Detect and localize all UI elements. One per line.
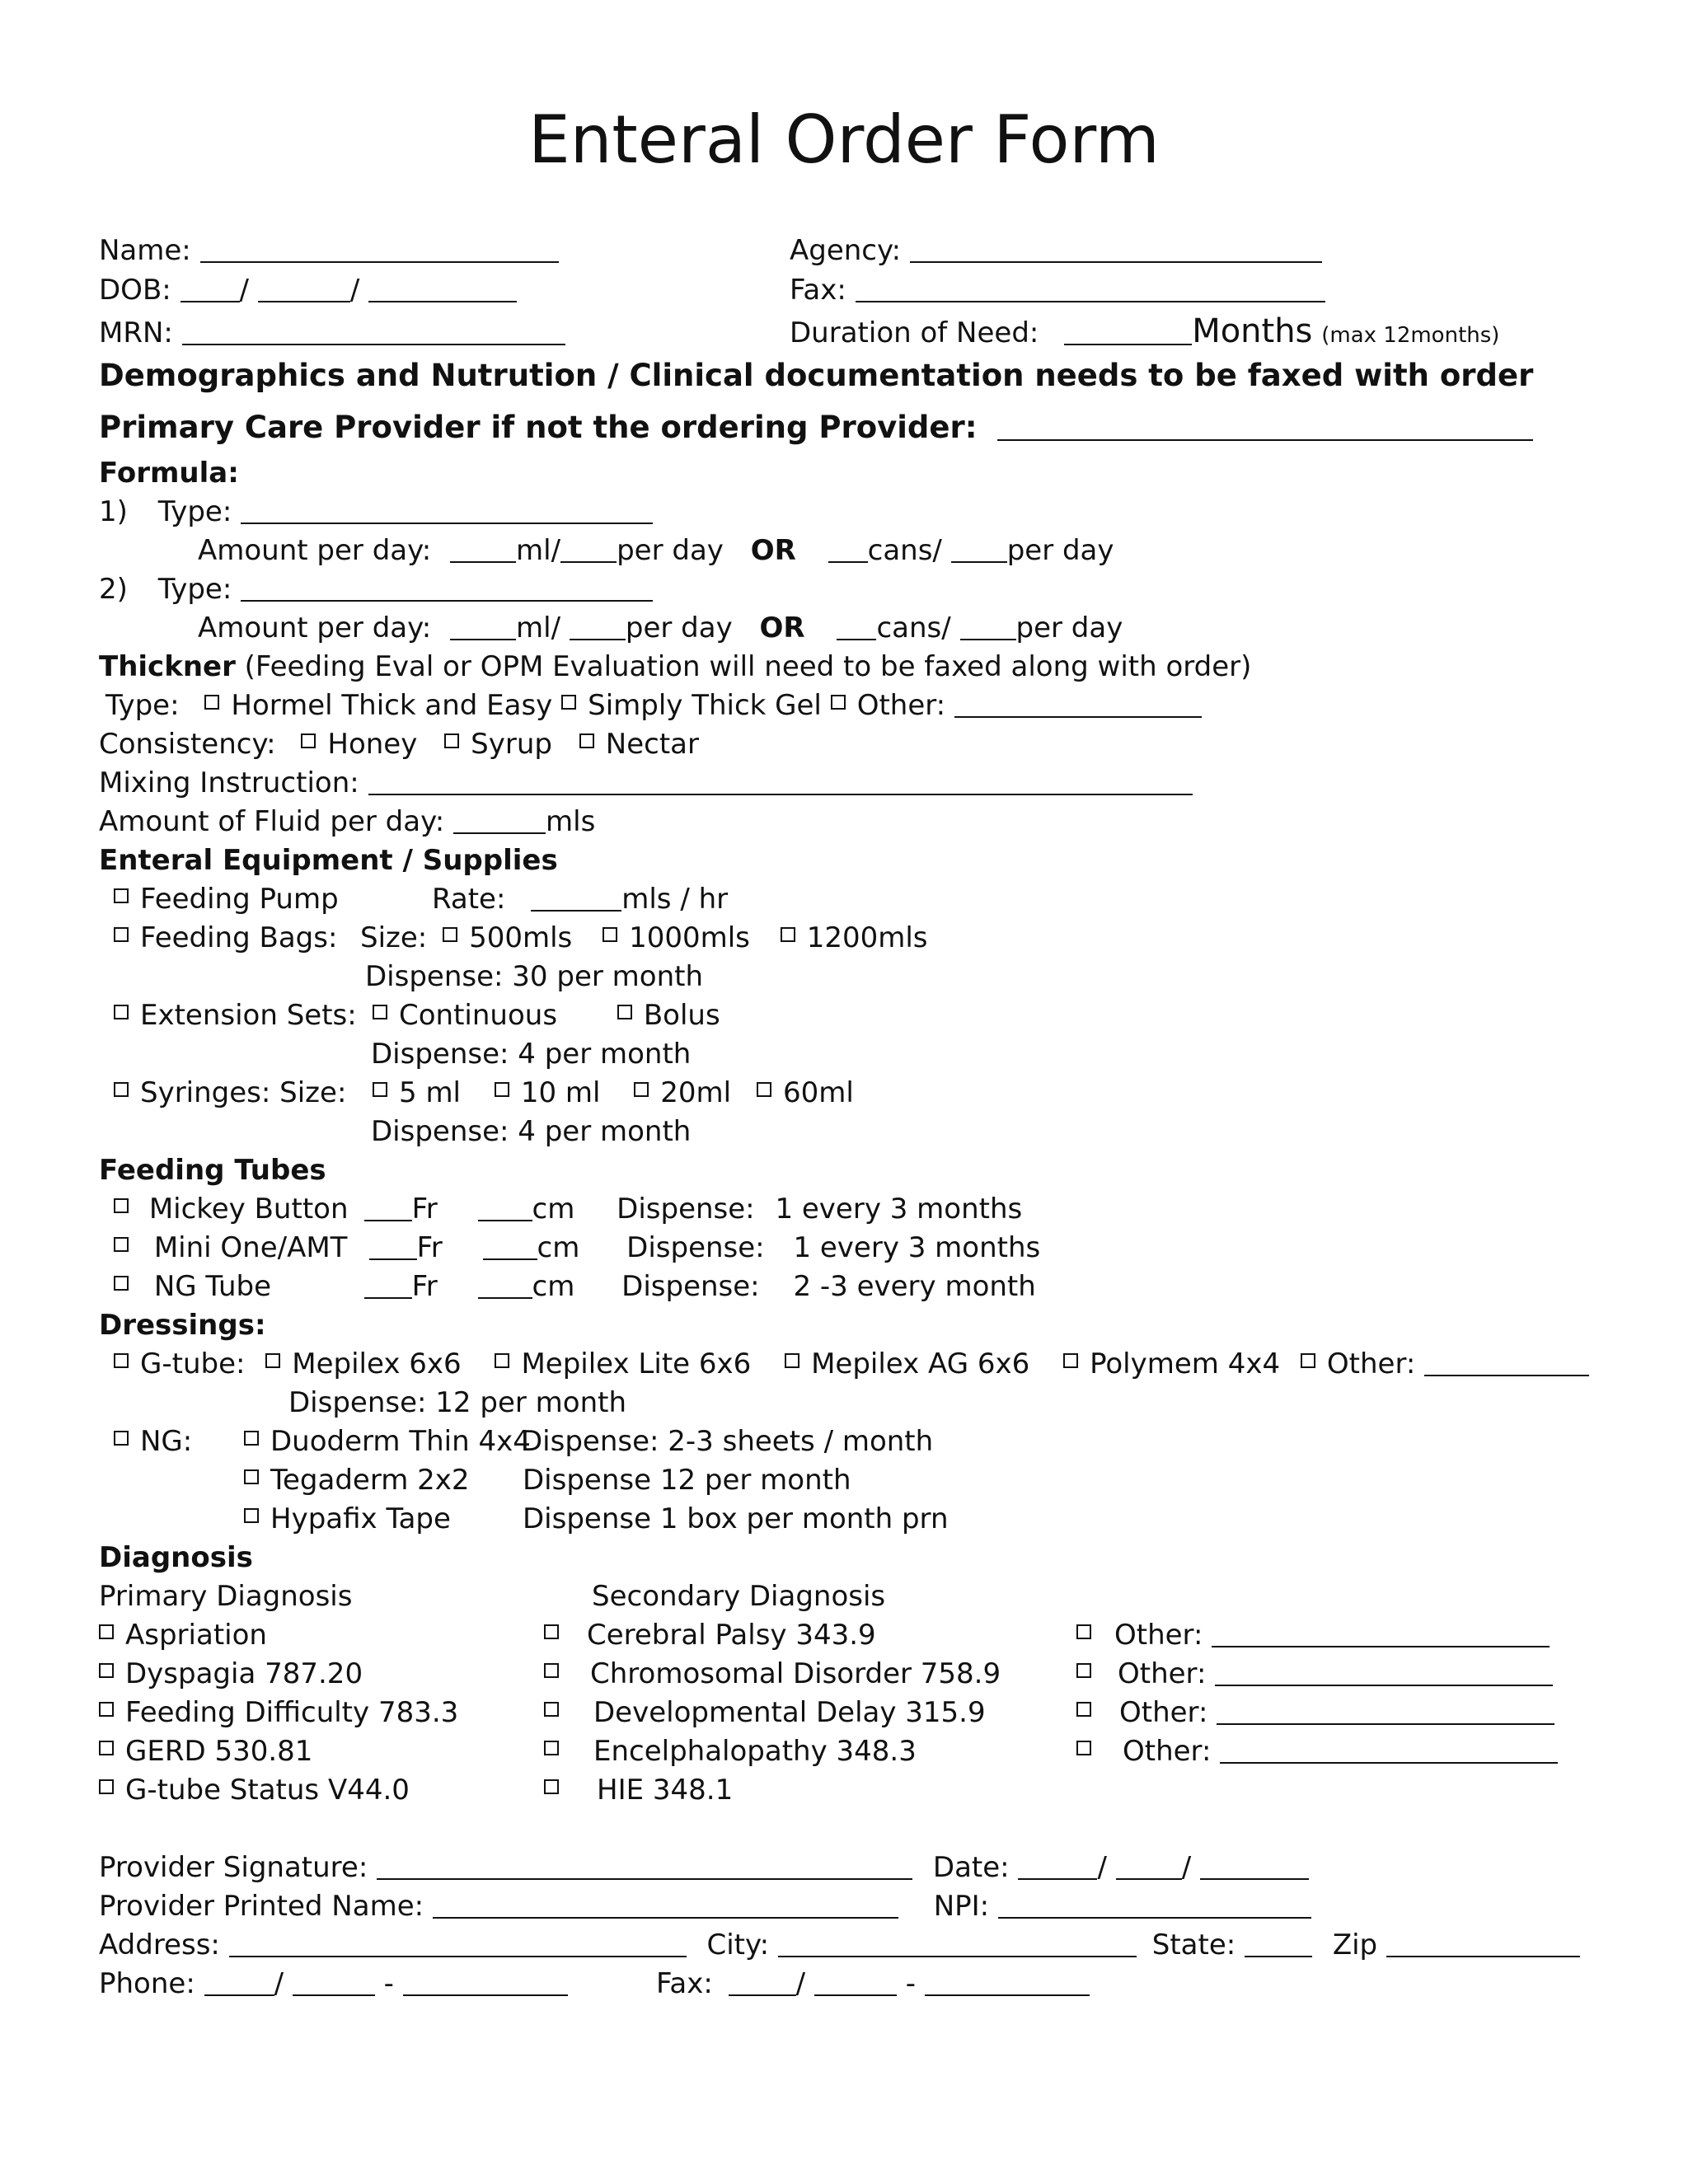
dob-row: DOB: / / (99, 276, 517, 304)
checkbox-primary[interactable] (99, 1663, 114, 1678)
tube-row (114, 1193, 1023, 1226)
agency-row (790, 234, 1322, 267)
option-label: Duoderm Thin 4x4 (270, 1425, 531, 1458)
mixing-row (99, 766, 1193, 799)
tube-name: Mickey Button (148, 1193, 349, 1226)
formula-type-label: Type: (157, 573, 232, 606)
mixing-label: Mixing Instruction: (99, 766, 359, 799)
formula-type-1 (99, 495, 653, 528)
checkbox-ng[interactable] (114, 1431, 129, 1446)
ng-dispense: Dispense 1 box per month prn (523, 1502, 949, 1535)
per-day-label: per day (1006, 534, 1114, 567)
ml-field[interactable] (450, 537, 516, 563)
diagnosis-label: GERD 530.81 (125, 1735, 313, 1768)
option-label: Hypafix Tape (270, 1502, 451, 1535)
tube-name: Mini One/AMT (153, 1231, 348, 1264)
npi-label: NPI: (933, 1890, 990, 1923)
mrn-field[interactable] (182, 319, 565, 345)
tube-row (114, 1272, 1036, 1301)
signature-row: Provider Signature: Date: / / (99, 1854, 1309, 1882)
secondary-item (544, 1774, 734, 1807)
tube-dispense: 2 -3 every month (793, 1270, 1036, 1303)
cm-label: cm (537, 1231, 580, 1264)
per-day-label: per day (617, 534, 724, 567)
primary-item (99, 1696, 459, 1729)
mrn-label: MRN: (99, 316, 173, 349)
diagnosis-label: HIE 348.1 (597, 1774, 734, 1807)
phone-line-field[interactable] (403, 1970, 568, 1996)
option-label: Mepilex AG 6x6 (811, 1347, 1030, 1380)
fax-label: Fax: (790, 274, 846, 307)
checkbox-other[interactable] (1076, 1741, 1091, 1755)
option-label: Mepilex 6x6 (292, 1347, 462, 1380)
pump-row (114, 883, 339, 916)
or-label: OR (750, 534, 796, 567)
cm-field[interactable] (478, 1195, 532, 1221)
other-field[interactable] (954, 691, 1202, 718)
cans-label: cans/ (867, 534, 942, 567)
other-label: Other: (1114, 1619, 1203, 1652)
checkbox-nectar[interactable] (579, 733, 594, 748)
dob-label: DOB: (99, 274, 171, 307)
thickener-type-row (106, 689, 1202, 722)
address-row (99, 1931, 1580, 1959)
tube-dispense: 1 every 3 months (775, 1193, 1023, 1226)
other-field[interactable] (1424, 1350, 1589, 1376)
ng-dispense: Dispense 12 per month (523, 1464, 851, 1497)
dob-month-field[interactable] (181, 276, 240, 302)
checkbox-secondary[interactable] (544, 1624, 559, 1639)
checkbox-hypafix[interactable] (244, 1508, 259, 1523)
name-label: Name: (99, 234, 191, 267)
checkbox-simply-thick[interactable] (561, 695, 576, 710)
perday-field[interactable] (560, 537, 617, 563)
pump-label: Feeding Pump (140, 883, 339, 916)
bags-label: Feeding Bags: (140, 921, 338, 954)
phone-row: Phone: / - (99, 1970, 568, 1998)
ml-field[interactable] (450, 614, 516, 640)
thickener-heading: Thickner (99, 650, 236, 683)
option-label: Hormel Thick and Easy (231, 689, 553, 722)
per-day-label: per day (625, 612, 733, 644)
primary-item (99, 1735, 313, 1768)
fluid-field[interactable] (453, 808, 546, 834)
printed-name-field[interactable] (433, 1892, 898, 1919)
option-label: 60ml (782, 1076, 854, 1109)
other-item (1076, 1619, 1550, 1652)
cm-label: cm (532, 1193, 575, 1226)
fr-label: Fr (416, 1231, 443, 1264)
secondary-item (544, 1735, 917, 1768)
option-label: Simply Thick Gel (588, 689, 822, 722)
diagnosis-label: G-tube Status V44.0 (125, 1774, 410, 1807)
bags-dispense: Dispense: 30 per month (365, 960, 703, 993)
amount-label: Amount per day: (198, 612, 432, 644)
other-item (1076, 1696, 1554, 1729)
agency-field[interactable] (910, 237, 1322, 263)
fr-field[interactable] (364, 1195, 412, 1221)
syringe-options (373, 1076, 854, 1109)
primary-diagnosis-label: Primary Diagnosis (99, 1580, 353, 1613)
fluid-unit: mls (546, 805, 596, 838)
or-label: OR (759, 612, 805, 644)
syringes-label: Syringes: Size: (140, 1076, 347, 1109)
checkbox-secondary[interactable] (544, 1779, 559, 1794)
checkbox-10ml[interactable] (495, 1082, 509, 1097)
checkbox-primary[interactable] (99, 1702, 114, 1717)
checkbox-other[interactable] (1076, 1702, 1091, 1717)
dispense-label: Dispense: (617, 1193, 755, 1226)
option-label: Syrup (471, 728, 552, 761)
secondary-item (544, 1657, 1001, 1690)
checkbox-mickey[interactable] (114, 1198, 129, 1213)
mrn-row (99, 316, 565, 349)
ng-option-row (244, 1502, 451, 1535)
option-label: 500mls (469, 921, 573, 954)
ext-options (373, 999, 720, 1032)
fr-field[interactable] (364, 1272, 412, 1299)
page-title: Enteral Order Form (528, 101, 1160, 178)
formula-amount-1 (198, 534, 1114, 567)
checkbox-5ml[interactable] (373, 1082, 387, 1097)
date-year-field[interactable] (1200, 1854, 1309, 1880)
option-label: Other: (1326, 1347, 1416, 1380)
diagnosis-label: Feeding Difficulty 783.3 (125, 1696, 459, 1729)
primary-item (99, 1774, 410, 1807)
diagnosis-label: Encelphalopathy 348.3 (593, 1735, 917, 1768)
checkbox-bags[interactable] (114, 927, 129, 942)
rate-row (432, 883, 729, 916)
option-label: Honey (327, 728, 418, 761)
option-label: Other: (856, 689, 946, 722)
tubes-heading: Feeding Tubes (99, 1154, 326, 1187)
ng-dispense: Dispense: 2-3 sheets / month (521, 1425, 934, 1458)
npi-field[interactable] (998, 1892, 1311, 1919)
option-label: 1000mls (629, 921, 750, 954)
equipment-heading: Enteral Equipment / Supplies (99, 844, 558, 877)
date-day-field[interactable] (1116, 1854, 1182, 1880)
checkbox-ext[interactable] (114, 1005, 129, 1019)
ext-row (114, 999, 357, 1032)
gtube-dispense: Dispense: 12 per month (288, 1386, 626, 1419)
rate-label: Rate: (432, 883, 506, 916)
dob-day-field[interactable] (258, 276, 350, 302)
diagnosis-label: Cerebral Palsy 343.9 (587, 1619, 876, 1652)
option-label: Tegaderm 2x2 (270, 1464, 470, 1497)
date-label: Date: (932, 1851, 1010, 1884)
gtube-row (114, 1347, 1589, 1380)
cans-field[interactable] (828, 537, 868, 563)
option-label: Polymem 4x4 (1090, 1347, 1281, 1380)
checkbox-secondary[interactable] (544, 1663, 559, 1678)
checkbox-other[interactable] (1301, 1353, 1315, 1368)
checkbox-pump[interactable] (114, 888, 129, 903)
consistency-label: Consistency: (99, 728, 276, 761)
pcp-label: Primary Care Provider if not the ordering Provider: (99, 410, 978, 445)
date-month-field[interactable] (1018, 1854, 1097, 1880)
checkbox-mini-one[interactable] (114, 1237, 129, 1252)
fr-label: Fr (411, 1193, 438, 1226)
zip-label: Zip (1332, 1929, 1378, 1961)
ml-label: ml/ (516, 612, 561, 644)
notice-text: Demographics and Nutrution / Clinical documentation needs to be faxed with order (99, 358, 1534, 393)
checkbox-tegaderm[interactable] (244, 1469, 259, 1484)
option-label: 10 ml (520, 1076, 601, 1109)
state-label: State: (1151, 1929, 1236, 1961)
checkbox-60ml[interactable] (757, 1082, 771, 1097)
checkbox-syringes[interactable] (114, 1082, 129, 1097)
formula-heading: Formula: (99, 457, 239, 490)
tube-row (114, 1231, 1041, 1264)
fr-label: Fr (411, 1270, 438, 1303)
option-label: Mepilex Lite 6x6 (521, 1347, 752, 1380)
dispense-label: Dispense: (626, 1231, 765, 1264)
checkbox-ng-tube[interactable] (114, 1276, 129, 1291)
phone-label: Phone: (99, 1967, 195, 2000)
phone-area-field[interactable] (204, 1970, 274, 1996)
pcp-row (99, 412, 1533, 443)
option-label: Nectar (605, 728, 699, 761)
cm-field[interactable] (478, 1272, 532, 1299)
fax-prefix-field[interactable] (814, 1970, 897, 1996)
checkbox-secondary[interactable] (544, 1702, 559, 1717)
name-row (99, 234, 559, 267)
amount-label: Amount per day: (198, 534, 432, 567)
other-label: Other: (1118, 1657, 1207, 1690)
city-label: City: (706, 1929, 770, 1961)
formula-number: 1) (99, 495, 128, 528)
formula-type-1-field[interactable] (241, 498, 653, 524)
diagnosis-heading: Diagnosis (99, 1541, 253, 1574)
diagnosis-label: Chromosomal Disorder 758.9 (590, 1657, 1001, 1690)
ng-label: NG: (140, 1425, 193, 1458)
syringe-dispense: Dispense: 4 per month (371, 1115, 692, 1148)
rate-field[interactable] (531, 885, 621, 912)
formula-type-2 (99, 573, 653, 606)
diagnosis-label: Dyspagia 787.20 (125, 1657, 363, 1690)
dispense-label: Dispense: (621, 1270, 760, 1303)
address-label: Address: (99, 1929, 220, 1961)
option-label: 5 ml (399, 1076, 462, 1109)
gtube-label: G-tube: (140, 1347, 246, 1380)
primary-item (99, 1657, 363, 1690)
signature-label: Provider Signature: (99, 1851, 368, 1884)
option-label: 20ml (660, 1076, 732, 1109)
formula-type-label: Type: (157, 495, 232, 528)
printed-name-row (99, 1890, 1311, 1923)
option-label: Continuous (399, 999, 558, 1032)
other-item (1076, 1735, 1558, 1768)
checkbox-gtube[interactable] (114, 1353, 129, 1368)
checkbox-honey[interactable] (301, 733, 316, 748)
checkbox-primary[interactable] (99, 1741, 114, 1755)
secondary-diagnosis-label: Secondary Diagnosis (592, 1580, 886, 1613)
mixing-field[interactable] (368, 769, 1193, 795)
footer-fax-row: Fax: / - (656, 1970, 1090, 1998)
fax-row (790, 274, 1325, 307)
checkbox-1000[interactable] (603, 927, 617, 942)
city-field[interactable] (778, 1931, 1137, 1957)
primary-item (99, 1619, 267, 1652)
checkbox-syrup[interactable] (444, 733, 459, 748)
fluid-label: Amount of Fluid per day: (99, 805, 445, 838)
fr-field[interactable] (369, 1234, 417, 1260)
per-day-label: per day (1015, 612, 1123, 644)
cans-field[interactable] (837, 614, 876, 640)
checkbox-mepilex-lite[interactable] (495, 1353, 509, 1368)
duration-field[interactable] (1064, 319, 1192, 345)
checkbox-mepilex[interactable] (265, 1353, 280, 1368)
signature-field[interactable] (377, 1854, 912, 1880)
formula-type-2-field[interactable] (241, 575, 653, 602)
pcp-field[interactable] (997, 415, 1533, 441)
cm-field[interactable] (483, 1234, 537, 1260)
cm-label: cm (532, 1270, 575, 1303)
fax-line-field[interactable] (925, 1970, 1090, 1996)
checkbox-1200[interactable] (781, 927, 795, 942)
rate-unit: mls / hr (621, 883, 729, 916)
checkbox-primary[interactable] (99, 1779, 114, 1794)
option-label: 1200mls (806, 921, 928, 954)
other-field[interactable] (1220, 1737, 1558, 1764)
agency-label: Agency: (790, 234, 902, 267)
duration-row (790, 312, 1500, 350)
ext-label: Extension Sets: (140, 999, 357, 1032)
ng-row (114, 1425, 193, 1458)
diagnosis-label: Developmental Delay 315.9 (593, 1696, 986, 1729)
printed-label: Provider Printed Name: (99, 1890, 424, 1923)
checkbox-other[interactable] (1076, 1663, 1091, 1678)
secondary-item (544, 1696, 986, 1729)
fax-field[interactable] (856, 276, 1325, 302)
tube-name: NG Tube (153, 1270, 272, 1303)
other-label: Other: (1123, 1735, 1212, 1768)
checkbox-hormel[interactable] (204, 695, 219, 710)
name-field[interactable] (200, 237, 559, 263)
dob-year-field[interactable] (368, 276, 517, 302)
checkbox-mepilex-ag[interactable] (785, 1353, 799, 1368)
other-label: Other: (1119, 1696, 1208, 1729)
duration-label: Duration of Need: (790, 316, 1039, 349)
perday-field[interactable] (570, 614, 626, 640)
fluid-row (99, 805, 596, 838)
ng-option-row (244, 1425, 531, 1458)
zip-field[interactable] (1386, 1931, 1580, 1957)
consistency-row (99, 728, 699, 761)
footer-fax-label: Fax: (656, 1967, 713, 2000)
option-label: Bolus (643, 999, 720, 1032)
diagnosis-label: Aspriation (125, 1619, 267, 1652)
cans-label: cans/ (876, 612, 951, 644)
months-note: (max 12months) (1321, 323, 1500, 348)
cans-perday-field[interactable] (951, 537, 1007, 563)
checkbox-primary[interactable] (99, 1624, 114, 1639)
cans-perday-field[interactable] (960, 614, 1016, 640)
checkbox-continuous[interactable] (373, 1005, 387, 1019)
formula-amount-2 (198, 614, 1123, 642)
checkbox-other[interactable] (1076, 1624, 1091, 1639)
secondary-item (544, 1619, 876, 1652)
ext-dispense: Dispense: 4 per month (371, 1038, 692, 1071)
checkbox-polymem[interactable] (1063, 1353, 1078, 1368)
bags-row (114, 921, 338, 954)
state-field[interactable] (1245, 1931, 1312, 1957)
address-field[interactable] (229, 1931, 687, 1957)
tube-dispense: 1 every 3 months (793, 1231, 1041, 1264)
ng-option-row (244, 1464, 470, 1497)
bags-size-row (360, 921, 928, 954)
checkbox-duoderm[interactable] (244, 1431, 259, 1446)
checkbox-secondary[interactable] (544, 1741, 559, 1755)
size-label: Size: (360, 921, 428, 954)
other-item (1076, 1657, 1553, 1690)
thickener-row (99, 650, 1252, 683)
checkbox-500[interactable] (443, 927, 457, 942)
other-field[interactable] (1217, 1699, 1554, 1725)
syringes-row (114, 1076, 347, 1109)
months-label: Months (1192, 312, 1313, 350)
other-field[interactable] (1212, 1621, 1550, 1647)
checkbox-20ml[interactable] (634, 1082, 649, 1097)
formula-number: 2) (99, 573, 128, 606)
other-field[interactable] (1215, 1660, 1553, 1686)
type-label: Type: (106, 689, 180, 722)
thickener-note: (Feeding Eval or OPM Evaluation will need to be faxed along with order) (244, 650, 1252, 683)
checkbox-bolus[interactable] (617, 1005, 632, 1019)
ml-label: ml/ (516, 534, 561, 567)
fax-area-field[interactable] (729, 1970, 796, 1996)
checkbox-other[interactable] (831, 695, 846, 710)
dressings-heading: Dressings: (99, 1309, 266, 1342)
phone-prefix-field[interactable] (293, 1970, 375, 1996)
